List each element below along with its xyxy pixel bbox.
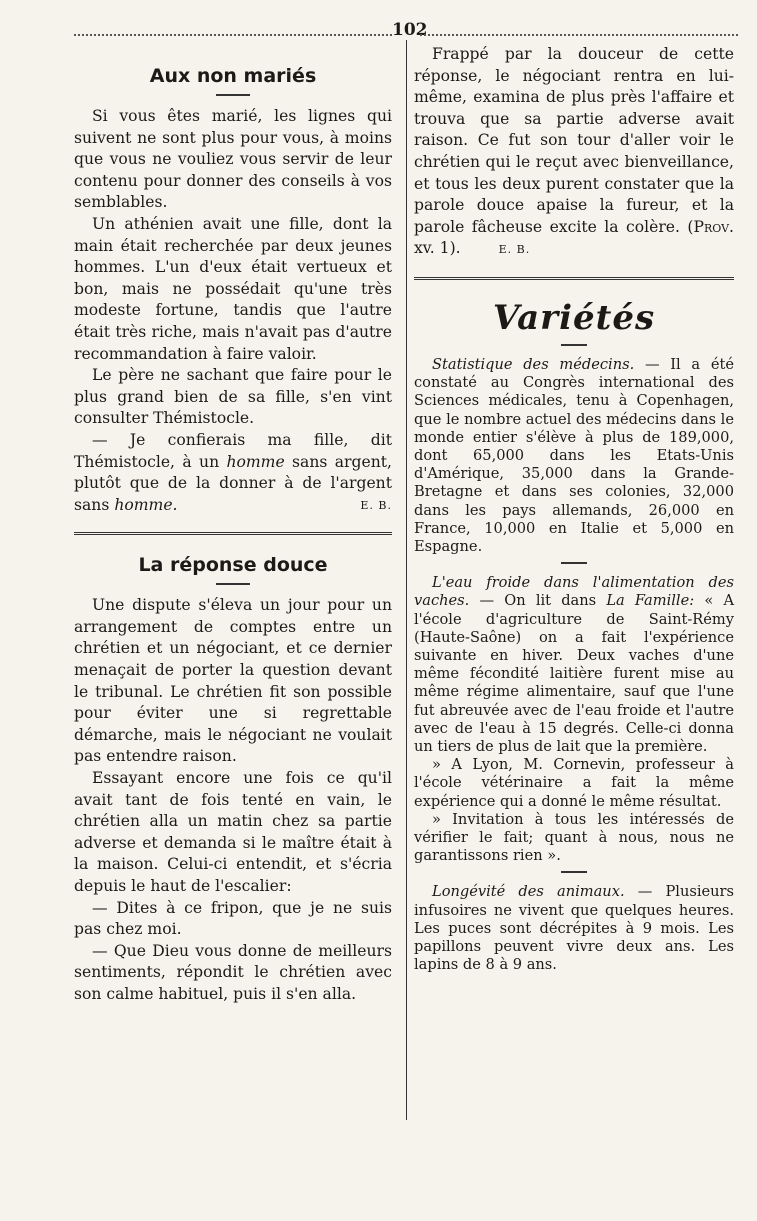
title-dash xyxy=(561,344,587,346)
left-column xyxy=(74,54,392,1006)
paragraph: Si vous êtes marié, les lignes qui suivent ne sont plus pour vous, à moins que vous ne vouliez vous servir de leur contenu pour donner des conseils à vos semblables. xyxy=(74,107,392,212)
title-dash xyxy=(216,583,250,585)
text-run: — Il a été constaté au Congrès international des Sciences médicales, tenu à Copenhagen, que le nombre actuel des médecins dans le monde entier s'élève à plus de 189,000, dont 65,000 dans les Etats-Unis d'Amérique, 35,000 dans la Grande-Bretagne et dans ses colonies, 32,000 dans les pays allemands, 26,000 en France, 10,000 en Italie et 5,000 en Espagne. xyxy=(414,355,734,555)
title-dash xyxy=(216,94,250,96)
reference: Prov. xyxy=(693,217,734,236)
right-column xyxy=(414,44,734,974)
text-run: xv. 1). xyxy=(414,239,461,258)
item-dash xyxy=(561,871,587,873)
paragraph: Le père ne sachant que faire pour le plus grand bien de sa fille, s'en vint consulter Thémistocle. xyxy=(74,366,392,428)
text-run: — Je confierais ma fille, dit Thémistocle, à un xyxy=(74,430,392,471)
section-separator xyxy=(414,277,734,280)
item-dash xyxy=(561,562,587,564)
paragraph: Une dispute s'éleva un jour pour un arrangement de comptes entre un chrétien et un négociant, et ce dernier menaçait de porter la question devant le tribunal. Le chrétien fit son possible pour éviter une si regrettable démarche, mais le négociant ne voulait pas entendre raison. xyxy=(74,596,392,766)
page-number: 102 xyxy=(392,20,428,40)
text-run: « A l'école d'agriculture de Saint-Rémy (Haute-Saône) on a fait l'expérience suivante en hiver. Deux vaches d'une même fécondité laitière furent mise au même régime alimentaire, sauf que l'une fut abreuvée avec de l'eau froide et l'autre avec de l'eau à 15 degrés. Celle-ci donna un tiers de plus de lait que la première. xyxy=(414,592,734,755)
item-title: Longévité des animaux. xyxy=(432,883,625,901)
paragraph xyxy=(74,430,392,516)
column-divider xyxy=(406,40,407,1120)
varietes-items xyxy=(414,356,734,975)
paragraph: — Que Dieu vous donne de meilleurs sentiments, répondit le chrétien avec son calme habituel, puis il s'en alla. xyxy=(74,941,392,1003)
text-run: — On lit dans xyxy=(469,592,607,610)
article-la-reponse-douce xyxy=(74,595,392,1005)
text-run: sans argent, plutôt que de la donner à de l'argent sans xyxy=(74,452,392,514)
paragraph xyxy=(414,356,734,556)
item-title: L'eau froide dans l'alimentation des vaches. xyxy=(414,574,734,610)
paragraph xyxy=(414,883,734,974)
emphasis: homme. xyxy=(114,495,178,514)
header-rule-right xyxy=(420,34,738,36)
emphasis: homme xyxy=(226,452,285,471)
paragraph: » Invitation à tous les intéressés de vérifier le fait; quant à nous, nous ne garantissons rien ». xyxy=(414,810,734,865)
item-title: Statistique des médecins. xyxy=(432,355,635,373)
paragraph xyxy=(414,574,734,756)
article-continuation xyxy=(414,44,734,261)
paragraph xyxy=(414,44,734,261)
paragraph: » A Lyon, M. Cornevin, professeur à l'école vétérinaire a fait la même expérience qui a donné le même résultat. xyxy=(414,756,734,810)
signature: E. B. xyxy=(498,243,531,257)
text-run: Frappé par la douceur de cette réponse, le négociant rentra en lui-même, examina de plus près l'affaire et trouva que sa partie adverse avait raison. Ce fut son tour d'aller voir le chrétien qui le reçut avec bienveillance, et tous les deux purent constater que la parole douce apaise la fureur, et la parole fâcheuse excite la colère. ( xyxy=(414,45,734,236)
section-title-aux-non-maries: Aux non mariés xyxy=(149,65,317,87)
signature: E. B. xyxy=(360,498,392,512)
section-title-varietes: Variétés xyxy=(492,297,656,338)
header-rule-left xyxy=(74,34,392,36)
paragraph: — Dites à ce fripon, que je ne suis pas chez moi. xyxy=(74,898,392,939)
section-separator xyxy=(74,532,392,535)
article-aux-non-maries xyxy=(74,106,392,516)
paragraph: Essayant encore une fois ce qu'il avait tant de fois tenté en vain, le chrétien alla un matin chez sa partie adverse et demanda si le maître était à la maison. Celui-ci entendit, et s'écria depuis le haut de l'escalier: xyxy=(74,769,392,895)
text-run: — Plusieurs infusoires ne vivent que quelques heures. Les puces sont décrépites à 9 mois. Les papillons peuvent vivre deux ans. Les lapins de 8 à 9 ans. xyxy=(414,883,735,974)
source: La Famille: xyxy=(606,592,695,610)
paragraph: Un athénien avait une fille, dont la main était recherchée par deux jeunes hommes. L'un d'eux était vertueux et bon, mais ne possédait qu'une très modeste fortune, tandis que l'autre était très riche, mais n'avait pas d'autre recommandation à faire valoir. xyxy=(74,214,392,363)
section-title-la-reponse-douce: La réponse douce xyxy=(138,554,328,577)
